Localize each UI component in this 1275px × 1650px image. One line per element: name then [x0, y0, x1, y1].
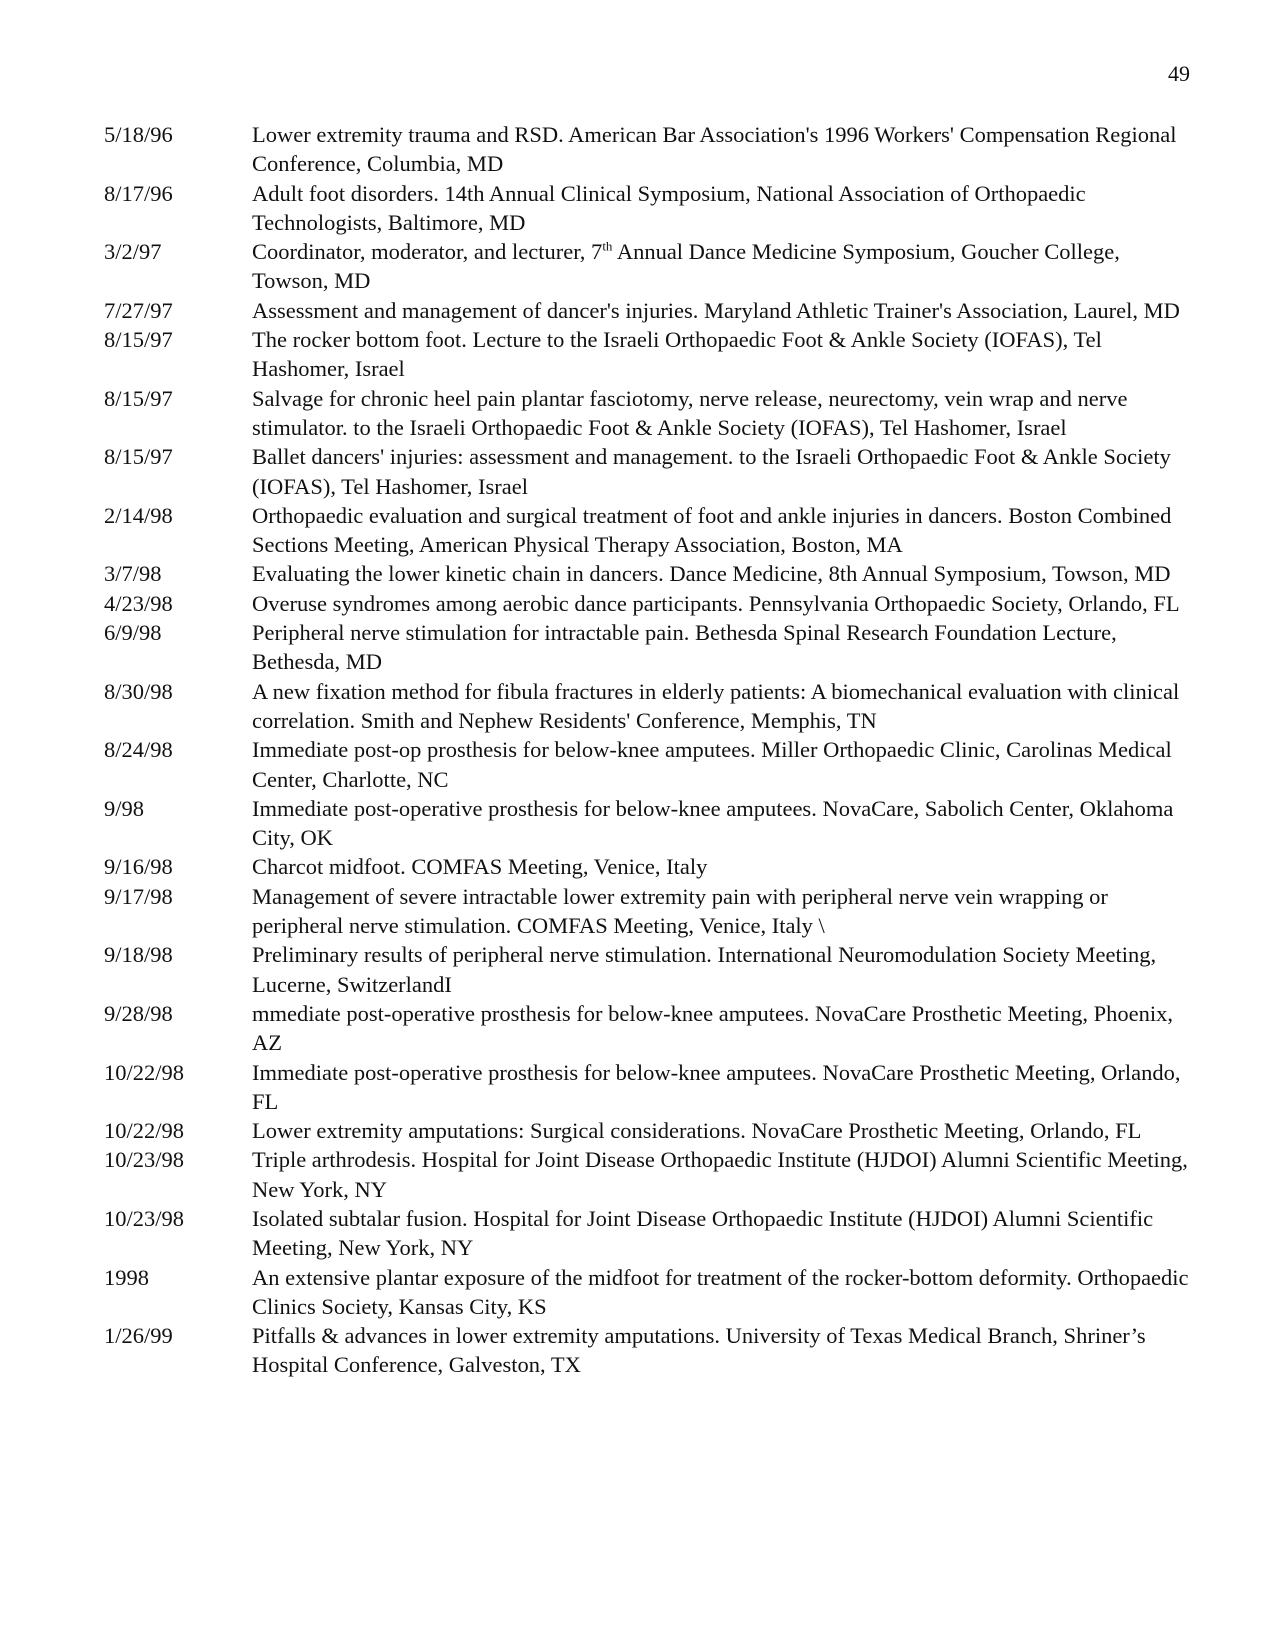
ordinal-superscript: th [602, 238, 613, 254]
list-item [104, 1058, 1194, 1117]
list-item [104, 1321, 1194, 1380]
list-item [104, 1116, 1194, 1145]
entry-date: 9/16/98 [104, 854, 173, 880]
list-item [104, 1263, 1194, 1322]
list-item [104, 940, 1194, 999]
list-item [104, 179, 1194, 238]
entry-date: 3/7/98 [104, 561, 162, 587]
list-item [104, 1145, 1194, 1204]
entry-text: Charcot midfoot. COMFAS Meeting, Venice, Italy [252, 854, 708, 880]
entry-text: The rocker bottom foot. Lecture to the Israeli Orthopaedic Foot & Ankle Society (IOFAS), Tel Hashomer, Israel [252, 327, 1102, 382]
entry-date: 8/15/97 [104, 385, 173, 411]
entry-date: 8/15/97 [104, 444, 173, 470]
list-item [104, 618, 1194, 677]
presentation-list [104, 120, 1194, 1380]
entry-text: mmediate post-operative prosthesis for below-knee amputees. NovaCare Prosthetic Meeting, Phoenix, AZ [252, 1000, 1174, 1056]
entry-text: Overuse syndromes among aerobic dance participants. Pennsylvania Orthopaedic Society, Orlando, FL [252, 590, 1180, 616]
entry-date: 9/28/98 [104, 1000, 173, 1026]
entry-date: 9/17/98 [104, 883, 173, 909]
entry-text: Lower extremity trauma and RSD. American Bar Association's 1996 Workers' Compensation Regional Conference, Columbia, MD [252, 122, 1177, 177]
entry-date: 8/15/97 [104, 327, 173, 353]
list-item [104, 735, 1194, 794]
entry-text: An extensive plantar exposure of the midfoot for treatment of the rocker-bottom deformity. Orthopaedic Clinics Society, Kansas City, KS [252, 1264, 1189, 1319]
entry-date: 2/14/98 [104, 502, 173, 528]
list-item [104, 120, 1194, 179]
list-item [104, 677, 1194, 736]
entry-text-part: Coordinator, moderator, and lecturer, 7 [252, 239, 603, 265]
entry-text [252, 237, 1194, 296]
list-item [104, 442, 1194, 501]
entry-text: Immediate post-op prosthesis for below-knee amputees. Miller Orthopaedic Clinic, Carolinas Medical Center, Charlotte, NC [252, 737, 1172, 792]
entry-date: 5/18/96 [104, 122, 173, 147]
entry-text: Orthopaedic evaluation and surgical treatment of foot and ankle injuries in dancers. Boston Combined Sections Meeting, American Physical Therapy Association, Boston, MA [252, 502, 1172, 558]
entry-date: 10/22/98 [104, 1059, 185, 1085]
entry-text-part: Annual Dance Medicine Symposium, Goucher College, Towson, MD [252, 239, 1120, 294]
entry-date: 4/23/98 [104, 590, 173, 616]
entry-date: 10/23/98 [104, 1147, 185, 1173]
list-item [104, 852, 1194, 881]
entry-text: Immediate post-operative prosthesis for below-knee amputees. NovaCare, Sabolich Center, Oklahoma City, OK [252, 795, 1174, 851]
entry-text: Lower extremity amputations: Surgical considerations. NovaCare Prosthetic Meeting, Orlando, FL [252, 1118, 1142, 1144]
list-item [104, 794, 1194, 853]
list-item [104, 237, 1194, 296]
list-item [104, 325, 1194, 384]
entry-date: 3/2/97 [104, 239, 162, 265]
list-item [104, 296, 1194, 325]
list-item [104, 882, 1194, 941]
entry-date: 1998 [104, 1264, 149, 1290]
entry-date: 1/26/99 [104, 1323, 173, 1349]
entry-text: Isolated subtalar fusion. Hospital for Joint Disease Orthopaedic Institute (HJDOI) Alumni Scientific Meeting, New York, NY [252, 1205, 1154, 1261]
entry-text: Adult foot disorders. 14th Annual Clinical Symposium, National Association of Orthopaedic Technologists, Baltimore, MD [252, 180, 1086, 235]
list-item [104, 999, 1194, 1058]
entry-text: Assessment and management of dancer's injuries. Maryland Athletic Trainer's Association, Laurel, MD [252, 297, 1180, 323]
page-number: 49 [1168, 61, 1190, 86]
entry-date: 6/9/98 [104, 620, 162, 646]
entry-text: Salvage for chronic heel pain plantar fasciotomy, nerve release, neurectomy, vein wrap and nerve stimulator. to the Israeli Orthopaedic Foot & Ankle Society (IOFAS), Tel Hashomer, Israel [252, 385, 1128, 440]
entry-text: Triple arthrodesis. Hospital for Joint Disease Orthopaedic Institute (HJDOI) Alumni Scientific Meeting, New York, NY [252, 1147, 1188, 1202]
list-item [104, 1204, 1194, 1263]
entry-text: Evaluating the lower kinetic chain in dancers. Dance Medicine, 8th Annual Symposium, Towson, MD [252, 561, 1171, 587]
entry-date: 9/98 [104, 795, 145, 821]
entry-text: Immediate post-operative prosthesis for below-knee amputees. NovaCare Prosthetic Meeting, Orlando, FL [252, 1059, 1181, 1114]
entry-text: Pitfalls & advances in lower extremity amputations. University of Texas Medical Branch, Shriner’s Hospital Conference, Galveston, TX [252, 1323, 1146, 1378]
entry-text: Management of severe intractable lower extremity pain with peripheral nerve vein wrapping or peripheral nerve stimulation. COMFAS Meeting, Venice, Italy \ [252, 883, 1108, 939]
entry-text: A new fixation method for fibula fractures in elderly patients: A biomechanical evaluation with clinical correlation. Smith and Nephew Residents' Conference, Memphis, TN [252, 678, 1180, 733]
list-item [104, 559, 1194, 588]
entry-date: 7/27/97 [104, 297, 173, 323]
entry-text: Ballet dancers' injuries: assessment and management. to the Israeli Orthopaedic Foot & Ankle Society (IOFAS), Tel Hashomer, Israel [252, 444, 1171, 499]
list-item [104, 589, 1194, 618]
list-item [104, 384, 1194, 443]
entry-date: 9/18/98 [104, 942, 173, 968]
entry-date: 8/17/96 [104, 180, 173, 206]
entry-text: Peripheral nerve stimulation for intractable pain. Bethesda Spinal Research Foundation Lecture, Bethesda, MD [252, 620, 1117, 675]
entry-date: 10/23/98 [104, 1205, 185, 1231]
entry-text: Preliminary results of peripheral nerve stimulation. International Neuromodulation Society Meeting, Lucerne, SwitzerlandI [252, 942, 1157, 997]
entry-date: 8/24/98 [104, 737, 173, 763]
list-item [104, 501, 1194, 560]
entry-date: 10/22/98 [104, 1118, 185, 1144]
entry-date: 8/30/98 [104, 678, 173, 704]
